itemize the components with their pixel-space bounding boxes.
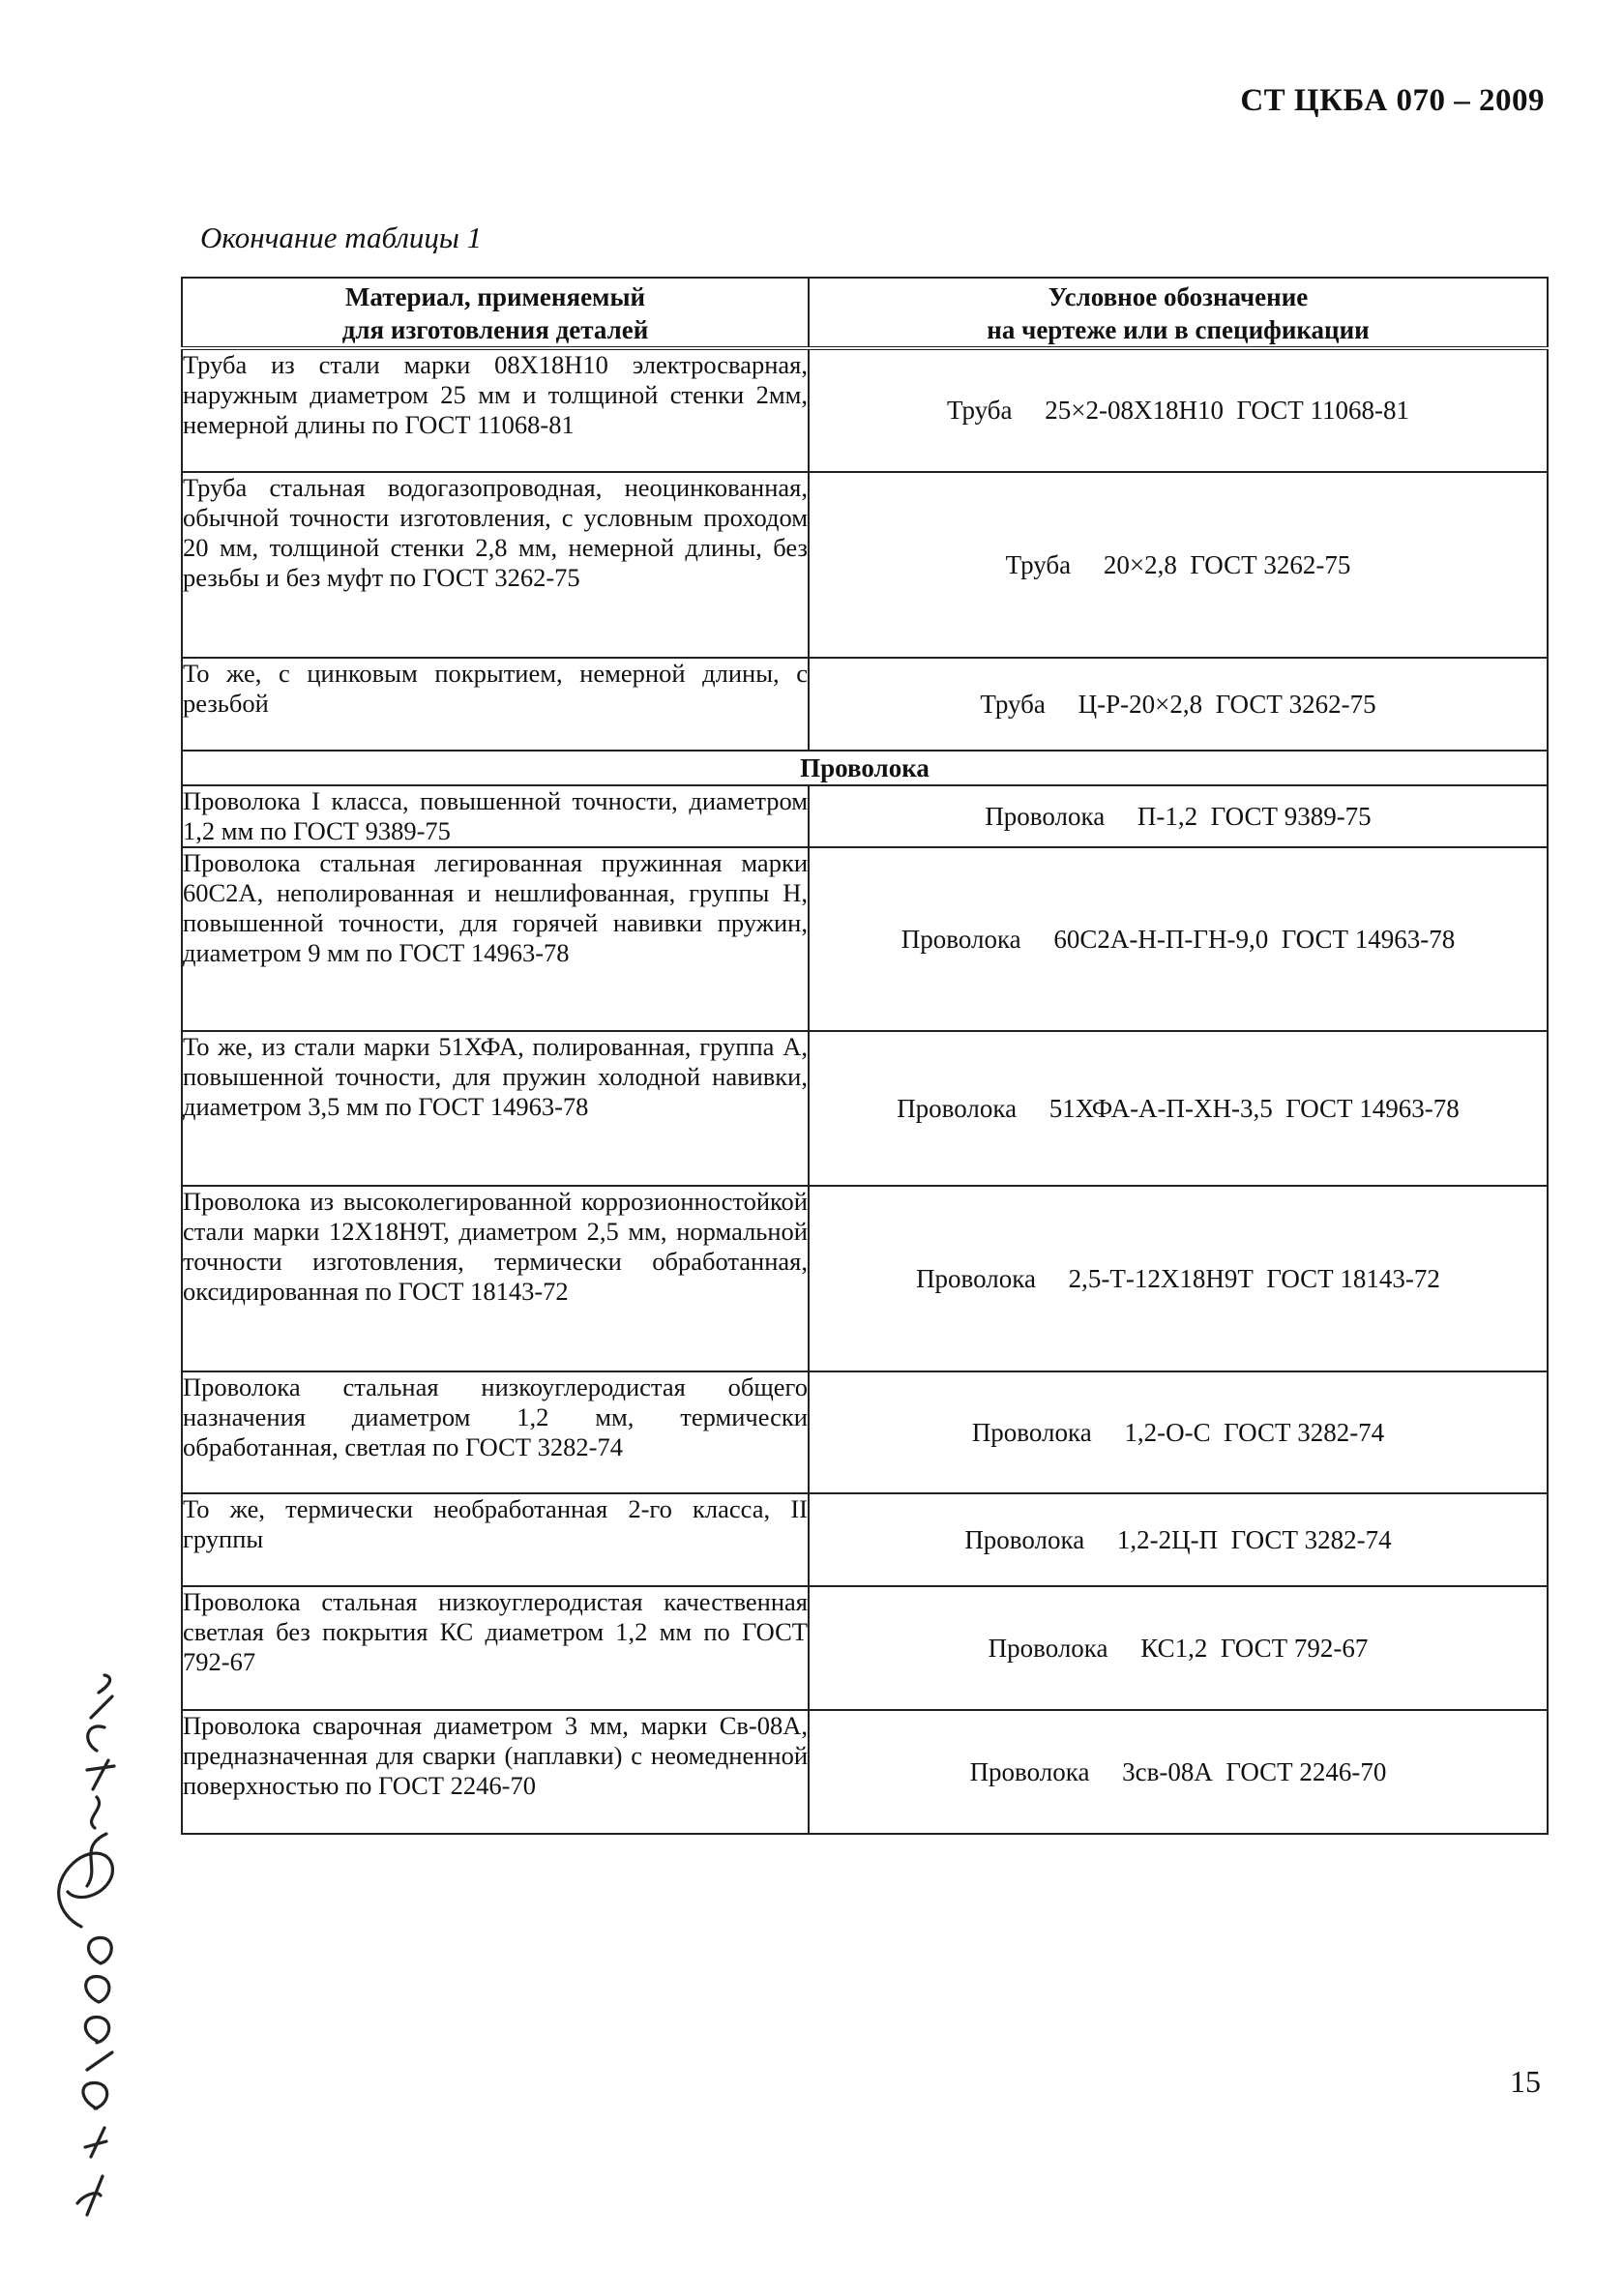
material-cell: Проволока из высоколегированной коррозионностойкой стали марки 12Х18Н9Т, диаметром 2,5 мм, нормальной точности изготовления, термически обработанная, оксидированная по ГОСТ 18143-72 [182, 1186, 809, 1371]
table-row [182, 785, 1548, 847]
table-row [182, 1371, 1548, 1493]
material-cell: Труба стальная водогазопроводная, неоцинкованная, обычной точности изготовления, с условным проходом 20 мм, толщиной стенки 2,8 мм, немерной длины, без резьбы и без муфт по ГОСТ 3262-75 [182, 472, 809, 658]
page-number: 15 [1510, 2064, 1541, 2099]
section-title: Проволока [182, 751, 1548, 785]
table-row [182, 472, 1548, 658]
designation-cell: Проволока 51ХФА-А-П-ХН-3,5 ГОСТ 14963-78 [809, 1031, 1548, 1186]
designation-cell: Труба 20×2,8 ГОСТ 3262-75 [809, 472, 1548, 658]
col-header-material [182, 278, 809, 348]
col-header-designation-line1: Условное обозначение [1048, 282, 1309, 311]
designation-cell: Проволока 60С2А-Н-П-ГН-9,0 ГОСТ 14963-78 [809, 847, 1548, 1031]
table-row [182, 1586, 1548, 1710]
material-cell: Труба из стали марки 08Х18Н10 электросварная, наружным диаметром 25 мм и толщиной стенки 2мм, немерной длины по ГОСТ 11068-81 [182, 348, 809, 472]
material-cell: Проволока стальная легированная пружинная марки 60С2А, неполированная и нешлифованная, группы Н, повышенной точности, для горячей навивки пружин, диаметром 9 мм по ГОСТ 14963-78 [182, 847, 809, 1031]
table-row [182, 1710, 1548, 1834]
table-header-row [182, 278, 1548, 348]
material-cell: То же, термически необработанная 2-го класса, II группы [182, 1493, 809, 1586]
designation-cell: Проволока 3св-08А ГОСТ 2246-70 [809, 1710, 1548, 1834]
table-row [182, 1493, 1548, 1586]
table-caption: Окончание таблицы 1 [200, 221, 483, 254]
designation-cell: Проволока П-1,2 ГОСТ 9389-75 [809, 785, 1548, 847]
material-cell: То же, с цинковым покрытием, немерной длины, с резьбой [182, 658, 809, 751]
designation-cell: Труба Ц-Р-20×2,8 ГОСТ 3262-75 [809, 658, 1548, 751]
material-cell: Проволока стальная низкоуглеродистая качественная светлая без покрытия КС диаметром 1,2 мм по ГОСТ 792-67 [182, 1586, 809, 1710]
designation-cell: Проволока 2,5-Т-12Х18Н9Т ГОСТ 18143-72 [809, 1186, 1548, 1371]
table-row [182, 1186, 1548, 1371]
section-row [182, 751, 1548, 785]
designation-cell: Труба 25×2-08Х18Н10 ГОСТ 11068-81 [809, 348, 1548, 472]
material-cell: Проволока I класса, повышенной точности, диаметром 1,2 мм по ГОСТ 9389-75 [183, 786, 808, 845]
material-cell: Проволока стальная низкоуглеродистая общего назначения диаметром 1,2 мм, термически обработанная, светлая по ГОСТ 3282-74 [182, 1371, 809, 1493]
designation-cell: Проволока 1,2-О-С ГОСТ 3282-74 [809, 1371, 1548, 1493]
material-cell: То же, из стали марки 51ХФА, полированная, группа А, повышенной точности, для пружин холодной навивки, диаметром 3,5 мм по ГОСТ 14963-78 [182, 1031, 809, 1186]
designation-cell: Проволока 1,2-2Ц-П ГОСТ 3282-74 [809, 1493, 1548, 1586]
col-header-designation-line2: на чертеже или в спецификации [987, 315, 1370, 344]
col-header-designation [809, 278, 1548, 348]
col-header-material-line1: Материал, применяемый [344, 282, 646, 311]
col-header-material-line2: для изготовления деталей [341, 315, 649, 344]
handwritten-registration-stamp [19, 1673, 126, 2234]
table-row [182, 847, 1548, 1031]
designation-cell: Проволока КС1,2 ГОСТ 792-67 [809, 1586, 1548, 1710]
table-row [182, 658, 1548, 751]
materials-table [181, 277, 1549, 1835]
table-row [182, 348, 1548, 472]
material-cell: Проволока сварочная диаметром 3 мм, марки Св-08А, предназначенная для сварки (наплавки) с неомедненной поверхностью по ГОСТ 2246-70 [182, 1710, 809, 1834]
table-row [182, 1031, 1548, 1186]
document-code: СТ ЦКБА 070 – 2009 [1240, 83, 1545, 118]
